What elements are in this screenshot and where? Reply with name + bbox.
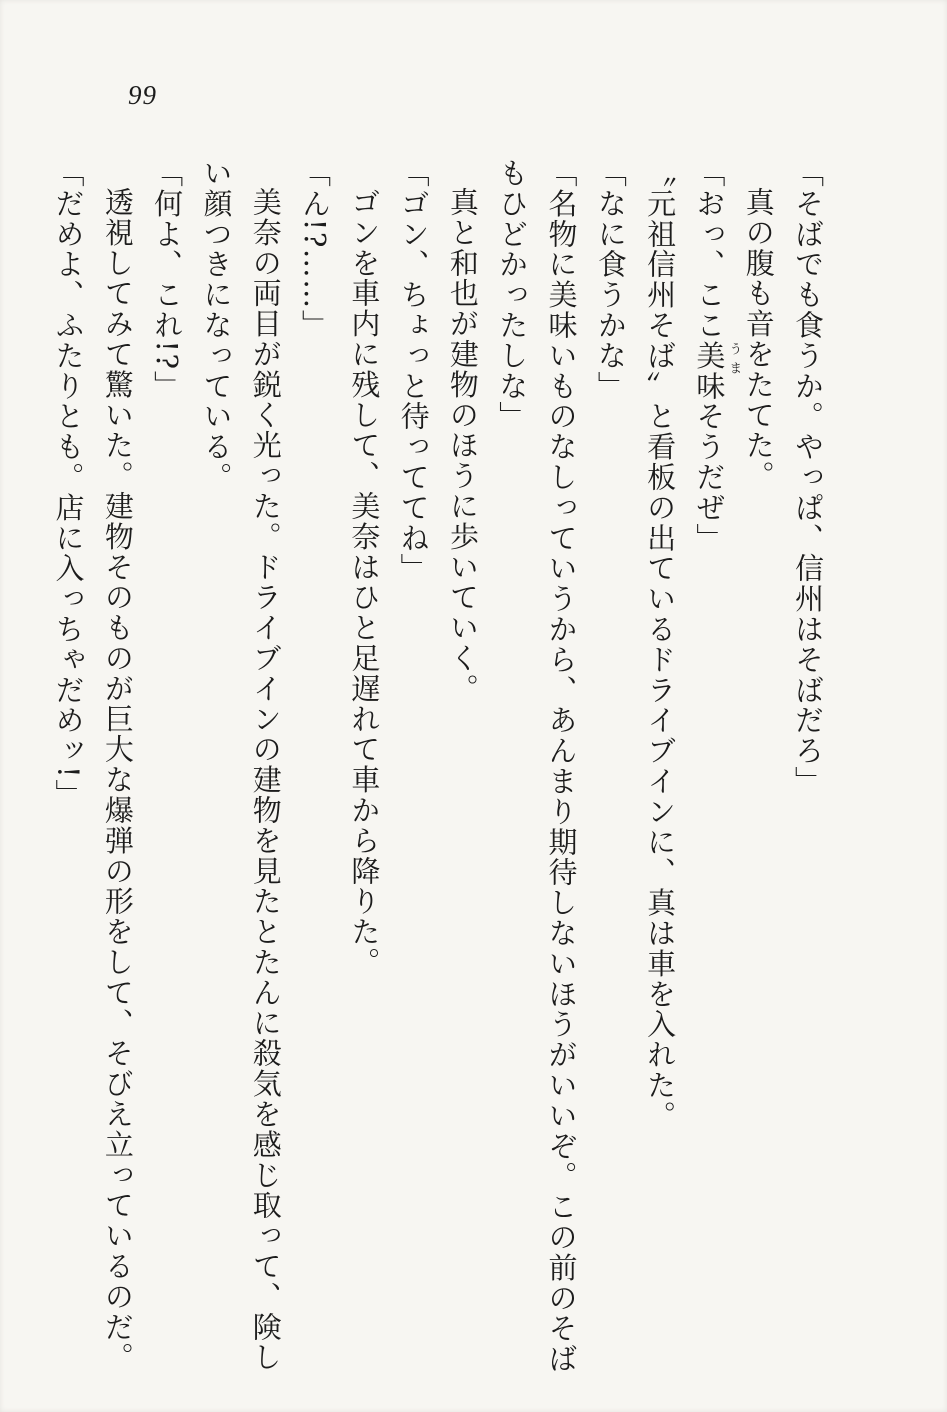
page-number: 99 [128,80,157,110]
text-line: 「おっ、ここ美味そうだぜ」 [692,158,727,554]
text-line: ゴンを車内に残して、美奈はひと足遅れて車から降りた。 [347,187,382,978]
text-line: 真と和也が建物のほうに歩いていく。 [445,187,480,704]
text-line: もひどかったしな」 [495,158,530,432]
text-line: 「ん!?……」 [298,158,333,341]
text-line: 真の腹も音をたてた。 [741,187,776,491]
text-line: 美奈の両目が鋭く光った。ドライブインの建物を見たとたんに殺気を感じ取って、険し [248,187,283,1373]
text-line: 「ゴン、ちょっと待っててね」 [396,158,431,584]
text-line: 「何よ、これ!?」 [150,158,185,401]
text-line: い顔つきになっている。 [199,158,234,493]
body-text [43,158,832,1374]
text-line: 透視してみて驚いた。建物そのものが巨大な爆弾の形をして、そびえ立っているのだ。 [100,187,135,1373]
text-line: 「なに食うかな」 [593,158,628,402]
text-line: 「だめよ、ふたりとも。店に入っちゃだめッ!」 [51,158,86,810]
text-line: 「名物に美味いものなしっていうから、あんまり期待しないほうがいいぞ。この前のそば [544,158,579,1374]
ruby-reading: うま [726,342,742,381]
text-line: 〝元祖信州そば〟と看板の出ているドライブインに、真は車を入れた。 [643,158,678,1131]
text-line: 「そばでも食うか。やっぱ、信州はそばだろ」 [791,158,825,797]
